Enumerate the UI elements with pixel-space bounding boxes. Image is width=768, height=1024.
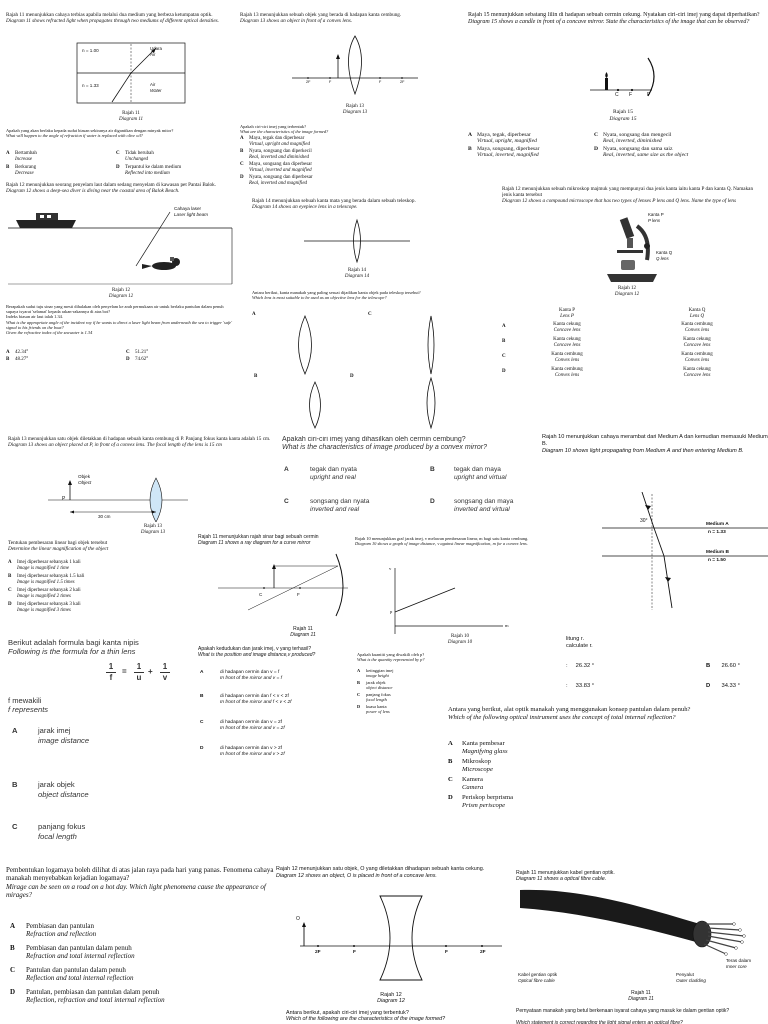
q6-label-p-en: P lens — [648, 218, 661, 223]
q2-panel — [240, 12, 465, 192]
q12-option-b[interactable]: B jarak objek object distance — [12, 780, 89, 799]
q10-caption-en: Diagram 11 — [290, 632, 316, 638]
q6-text-en: Diagram 12 shows a compound microscope that has two types of lenses P lens and Q lens. Name the type of lens — [502, 198, 736, 205]
q14-panel — [6, 866, 274, 1024]
q1-question: Apakah yang akan berlaku kepada sudut biasan sekiranya air digantikan dengan minyak mitor? — [6, 128, 174, 133]
q6-options — [502, 322, 764, 382]
q7-label-p: P — [62, 496, 66, 502]
q11-caption-en: Diagram 10 — [447, 640, 473, 645]
q4-text: Rajah 12 menunjukkan seorang penyelam laut dalam sedang menyelam di kawasan pet Pantai Balok. — [6, 182, 217, 188]
q15-label-2f-left: 2F — [315, 950, 321, 955]
q5-lens-c — [418, 314, 444, 376]
q15-caption-en: Diagram 12 — [377, 998, 405, 1004]
q3-label-p: P — [647, 92, 651, 98]
q1-caption: Rajah 11 — [122, 111, 140, 116]
q9-option-c[interactable]: : 33.83 ° — [566, 683, 595, 689]
q3-panel — [468, 12, 762, 182]
q15-diagram — [296, 892, 506, 982]
q2-text-en: Diagram 13 shows an object in front of a convex lens. — [240, 18, 353, 25]
q16-panel — [516, 870, 766, 1024]
q4-panel — [6, 182, 234, 380]
q5-option-b[interactable]: B — [254, 374, 258, 379]
q9-medium-a: Medium A — [706, 522, 729, 527]
q10-option-b[interactable]: B di hadapan cermin dan f < v < 2f In front of the mirror and f < v < 2f — [200, 694, 292, 705]
q15-text-en: Diagram 12 shows an object, O is placed in front of a concave lens. — [276, 872, 437, 879]
q10-option-a[interactable]: A di hadapan cermin dan v = f In front of the mirror and v = f — [200, 670, 282, 681]
q11-graph — [385, 564, 505, 636]
q12-f-bm: f mewakili — [8, 696, 42, 705]
q10-question-block — [198, 646, 350, 772]
q2-caption: Rajah 13 — [346, 104, 364, 109]
q10-question-en: What is the position and image distance,v produced? — [198, 652, 316, 658]
q9-n-a: n = 1.33 — [708, 530, 726, 535]
q15-text: Rajah 12 menunjukkan satu objek, O yang diletakkan dihadapan sebuah kanta cekung. — [276, 866, 485, 872]
q15-panel — [276, 866, 508, 1024]
q10-option-d[interactable]: D di hadapan cermin dan v > 2f In front of the mirror and v > 2f — [200, 746, 285, 757]
q16-kabel: Kabel gentian optik — [518, 972, 558, 977]
q9-partial-en: calculate r. — [566, 643, 593, 649]
q15-caption: Rajah 12 — [380, 992, 402, 998]
q3-option-c[interactable]: C Nyata, songsang dan mengecil Real, inverted, diminished — [594, 132, 672, 145]
q9-partial-bm: litung r. — [566, 636, 585, 642]
q16-teras: Teras dalam — [726, 958, 752, 963]
q9-text-en: Diagram 10 shows light propagating from Medium A and then entering Medium B. — [542, 447, 744, 454]
q7-question-en: Determine the linear magnification of the object — [8, 546, 109, 553]
q1-air-bm: Air — [150, 82, 156, 87]
q3-caption: Rajah 15 — [612, 109, 634, 115]
q15-label-f-right: F — [445, 950, 448, 955]
q10-caption: Rajah 11 — [293, 626, 313, 632]
q8-option-d[interactable]: D songsang dan maya inverted and virtual — [430, 498, 514, 513]
q10-diagram — [218, 550, 348, 618]
q4-option-b[interactable]: B 48.27° — [6, 357, 29, 362]
q1-option-b[interactable]: B Berkurang Decrease — [6, 165, 37, 176]
q6-option-d[interactable]: D Kanta cembung Convex lens Kanta cekung Concave lens — [502, 367, 711, 378]
q2-label-f-right: F — [379, 80, 382, 84]
q7-label-objek: Objek — [78, 474, 91, 479]
q1-udara: Udara — [150, 46, 162, 51]
q8-panel — [282, 436, 536, 536]
q3-label-c: C — [615, 92, 619, 98]
q2-label-2f-left: 2F — [306, 80, 311, 84]
q5-option-c[interactable]: C — [368, 312, 372, 317]
q12-option-c[interactable]: C panjang fokus focal length — [12, 822, 86, 841]
q7-option-c[interactable]: C Imej diperbesar sebanyak 2 kali Image is magnified 2 times — [8, 588, 81, 599]
q16-kabel-en: Optical fibre cable — [518, 978, 555, 983]
q13-text: Antara yang berikut, alat optik manakah yang menggunakan konsep pantulan dalam penuh? — [448, 706, 691, 713]
q16-teras-en: Inner core — [726, 964, 747, 969]
q7-caption-en: Diagram 13 — [140, 530, 166, 535]
q1-text-en: Diagram 11 shows refracted light when propagates through two mediums of different optical densities. — [6, 18, 219, 25]
q7-option-b[interactable]: B Imej diperbesar sebanyak 1.5 kali Image is magnified 1.5 times — [8, 574, 85, 585]
q14-option-c[interactable]: C Pantulan dan pantulan dalam penuh Reflection and total internal reflection — [10, 966, 134, 983]
q7-option-d[interactable]: D Imej diperbesar sebanyak 3 kali Image is magnified 3 times — [8, 602, 81, 613]
q2-question: Apakah ciri-ciri imej yang terbentuk? — [240, 124, 307, 129]
q14-text: Pembentukan logamaya boleh dilihat di atas jalan raya pada hari yang panas. Fenomena cahaya manakah menyebabkan kejadian logamaya? — [6, 866, 274, 883]
q6-col-p: Kanta P — [559, 308, 575, 313]
q3-label-f: F — [629, 92, 633, 98]
q4-option-d[interactable]: D 74.62° — [126, 357, 149, 362]
q1-n-top: n = 1.00 — [82, 48, 99, 53]
q2-diagram — [290, 28, 420, 100]
q8-option-c[interactable]: C songsang dan nyata inverted and real — [284, 498, 370, 513]
q11-text: Rajah 10 menunjukkan graf jarak imej, v melawan pembesaran linear, m bagi satu kanta cembung. — [355, 536, 529, 541]
q7-option-a[interactable]: A Imej diperbesar sebanyak 1 kali Image is magnified 1 time — [8, 560, 81, 571]
q16-caption-en: Diagram 11 — [628, 996, 654, 1002]
q10-question: Apakah kedudukan dan jarak imej, v yang terhasil? — [198, 646, 312, 652]
q11-caption: Rajah 10 — [451, 634, 469, 639]
q2-caption-en: Diagram 13 — [342, 110, 368, 115]
q5-lens-a — [292, 314, 318, 376]
q12-panel — [8, 638, 194, 852]
q10-text: Rajah 11 menunjukkan rajah sinar bagi sebuah cermin — [198, 534, 319, 540]
q12-formula: 1 f = 1 u + 1 v — [106, 662, 190, 690]
q15-label-f-left: F — [353, 950, 356, 955]
q2-label-f-left: F — [329, 80, 332, 84]
q5-lens-b — [302, 380, 328, 430]
q5-option-d[interactable]: D — [350, 374, 354, 379]
q6-option-c[interactable]: C Kanta cembung Convex lens Kanta cembung Convex lens — [502, 352, 713, 363]
q12-f-en: f represents — [8, 705, 49, 714]
q12-text: Berikut adalah formula bagi kanta nipis — [8, 638, 139, 647]
q2-text: Rajah 13 menunjukkan sebuah objek yang berada di hadapan kanta cembung. — [240, 12, 402, 18]
q2-option-d[interactable]: D Nyata, songsang dan diperbesar Real, inverted and magnified — [240, 175, 313, 186]
q3-diagram — [588, 52, 668, 100]
q10-text-en: Diagram 11 shows a ray diagram for a curve mirror — [198, 540, 311, 546]
q11-option-a[interactable]: A ketinggian imej image height — [357, 668, 394, 679]
q5-lens-d — [418, 376, 444, 430]
q11-panel — [355, 536, 535, 648]
q6-option-b[interactable]: B Kanta cekung Concave lens Kanta cekung Concave lens — [502, 337, 711, 348]
q7-diagram — [38, 476, 188, 522]
q4-label-laser-en: Laser light beam — [174, 212, 208, 217]
q7-text-en: Diagram 13 shows an object placed at P, in front of a convex lens. The focal length of the lens is 15 cm — [8, 442, 222, 449]
q15-label-o: O — [296, 916, 300, 922]
q6-caption: Rajah 12 — [618, 286, 636, 291]
q5-caption-en: Diagram 14 — [344, 274, 370, 279]
q9-option-a[interactable]: : 26.32 ° — [566, 663, 595, 669]
q10-option-c[interactable]: C di hadapan cermin dan v = 2f In front of the mirror and v = 2f — [200, 720, 285, 731]
q16-penyalut: Penyalut — [676, 972, 694, 977]
q9-text: Rajah 10 menunjukkan cahaya merambat dari Medium A dan kemudian memasuki Medium B. — [542, 434, 768, 447]
q7-question: Tentukan pembesaran linear bagi objek tersebut — [8, 540, 108, 546]
q8-option-b[interactable]: B tegak dan maya upright and virtual — [430, 466, 507, 481]
q10-label-f: F — [297, 592, 300, 597]
q1-text: Rajah 11 menunjukkan cahaya terbias apabila melalui dua medium yang berbeza ketumpatan optik. — [6, 12, 213, 18]
q4-option-c[interactable]: C 51.21° — [126, 350, 149, 355]
q11-axis-v: v — [389, 566, 392, 571]
q7-label-object: Object — [78, 480, 92, 485]
q4-given: Given the refractive index of the seawater is 1.34 — [6, 330, 93, 336]
q2-question-en: What are the characteristics of the image formed? — [240, 129, 329, 135]
q4-diagram — [6, 206, 234, 286]
q2-option-a[interactable]: A Maya, tegak dan diperbesar Virtual, upright and magnified — [240, 136, 311, 147]
q16-penyalut-en: Outer cladding — [676, 978, 706, 983]
q15-question: Antara berikut, apakah ciri-ciri imej yang terbentuk? — [286, 1010, 409, 1016]
q16-text: Rajah 11 menunjukkan kabel gentian optik. — [516, 870, 615, 876]
q12-option-a[interactable]: A jarak imej image distance — [12, 726, 90, 745]
q1-air: Air — [150, 52, 156, 57]
q6-caption-en: Diagram 12 — [614, 292, 640, 297]
q6-col-p-en: Lens P — [560, 314, 574, 319]
q13-text-en: Which of the following optical instrument uses the concept of total internal reflection? — [448, 714, 676, 721]
q3-option-d[interactable]: D Nyata, songsang dan sama saiz Real, inverted, same size as the object — [594, 146, 689, 159]
q6-col-q-en: Lens Q — [689, 314, 705, 319]
q16-text-en: Diagram 11 shows a optical fibre cable. — [516, 876, 607, 883]
q2-label-2f-right: 2F — [400, 80, 405, 84]
q7-dist: 30 cm — [98, 514, 111, 519]
q4-index: Indeks biasan air laut ialah 1.34. — [6, 314, 63, 320]
q11-option-d[interactable]: D kuasa kanta power of lens — [357, 704, 390, 715]
q11-option-b[interactable]: B jarak objek object distance — [357, 680, 393, 691]
q15-label-2f-right: 2F — [480, 950, 486, 955]
q6-panel — [502, 186, 764, 384]
q4-caption: Rajah 12 — [112, 288, 130, 293]
q5-question: Antara berikut, kanta manakah yang paling sesuai dijadikan kanta objek pada teleskop tersebut? — [252, 290, 421, 295]
q1-panel — [6, 12, 234, 180]
q8-text-en: What is the characteristics of image produced by a convex mirror? — [282, 444, 488, 452]
q3-text-en: Diagram 15 shows a candle in front of a concave mirror. State the characteristics of the image that can be observed? — [468, 19, 750, 25]
q2-option-c[interactable]: C Maya, songsang dan diperbesar Virtual, inverted and magnified — [240, 162, 313, 173]
q11-label-p: p — [390, 609, 393, 614]
q14-option-b[interactable]: B Pembiasan dan pantulan dalam penuh Refraction and total internal reflection — [10, 944, 135, 961]
q9-medium-b: Medium B — [706, 550, 729, 555]
q4-question-en: What is the appropriate angle of the incident ray if he wants to direct a laser light beam from underneath the sea to trigger 'safe' signal to his friends on the boat? — [6, 319, 233, 330]
q11-question-en: What is the quantity represented by p? — [357, 657, 425, 663]
q9-n-b: n = 1.50 — [708, 558, 726, 563]
q7-text: Rajah 13 menunjukkan satu objek diletakkan di hadapan sebuah kanta cembung di P. Panjang fokus kanta kanta adalah 15 cm. — [8, 436, 271, 442]
q5-text-en: Diagram 14 shows an eyepiece lens in a telescope. — [252, 204, 358, 211]
q10-label-c: C — [259, 592, 263, 597]
q13-panel — [448, 706, 766, 836]
q16-caption: Rajah 11 — [631, 990, 651, 996]
q1-n-bottom: n = 1.33 — [82, 83, 99, 88]
q5-option-a[interactable]: A — [252, 312, 256, 317]
q15-question-en: Which of the following are the characteristics of the image formed? — [286, 1016, 446, 1022]
q16-fibre-cable — [520, 884, 762, 968]
q13-option-a[interactable]: A Kanta pembesar Magnifying glass — [448, 740, 508, 755]
q16-question-en: Which statement is correct regarding the light signal enters an optical fibre? — [516, 1020, 683, 1024]
q6-label-q-en: Q lens — [656, 256, 669, 261]
q13-option-d[interactable]: D Periskop berprisma Prism periscope — [448, 794, 514, 809]
q11-option-c[interactable]: C panjang fokus focal length — [357, 692, 391, 703]
q4-option-a[interactable]: A 42.34° — [6, 350, 29, 355]
q2-option-b[interactable]: B Nyata, songsang dan diperkecil Real, inverted and diminished — [240, 149, 312, 160]
q13-option-c[interactable]: C Kamera Camera — [448, 776, 484, 791]
q11-axis-m: m — [505, 623, 509, 628]
q8-option-a[interactable]: A tegak dan nyata upright and real — [284, 466, 357, 481]
q5-eyepiece-diagram — [302, 216, 412, 266]
q6-col-q: Kanta Q — [688, 308, 706, 313]
q8-text: Apakah ciri-ciri imej yang dihasilkan oleh cermin cembung? — [282, 436, 466, 443]
q6-text: Rajah 12 menunjukkan sebuah mikroskop majmuk yang mempunyai dua jenis kanta iaitu kanta P dan kanta Q. Namakan jenis kanta tersebut — [502, 186, 754, 199]
q6-label-p: Kanta P — [648, 212, 664, 217]
q1-water: Water — [150, 88, 162, 93]
q11-question: Apakah kuantiti yang diwakili oleh p? — [357, 652, 425, 657]
q11-text-en: Diagram 10 shows a graph of image distance, v against linear magnification, m for a convex lens. — [355, 541, 528, 547]
q9-angle: 30° — [640, 518, 648, 524]
q14-option-a[interactable]: A Pembiasan dan pantulan Refraction and reflection — [10, 922, 97, 939]
q7-caption: Rajah 13 — [144, 524, 162, 529]
q5-caption: Rajah 14 — [348, 268, 366, 273]
q4-label-laser: Cahaya laser — [174, 206, 202, 211]
q14-option-d[interactable]: D Pantulan, pembiasan dan pantulan dalam penuh Reflection, refraction and total internal reflection — [10, 988, 165, 1005]
q1-question-en: What will happen to the angle of refraction if water is replaced with olive oil? — [6, 133, 143, 139]
q3-caption-en: Diagram 15 — [609, 116, 637, 122]
q10-panel — [198, 534, 352, 642]
q14-text-en: Mirage can be seen on a road on a hot day. Which light phenomena cause the appearance of mirages? — [6, 882, 266, 900]
q12-text-en: Following is the formula for a thin lens — [8, 647, 136, 656]
q6-label-q: Kanta Q — [656, 250, 673, 255]
q5-panel — [252, 198, 468, 430]
q4-question: Berapakah sudut tuju sinar yang mesti dihalakan oleh penyelam ke arah permukaan air untuk berlaku pantulan dalam penuh supaya isyarat 'selamat' kepada rakan-rakannya di atas bot? — [6, 304, 224, 315]
q5-text: Rajah 14 menunjukkan sebuah kanta mata yang berada dalam sebuah teleskop. — [252, 198, 416, 204]
q4-text-en: Diagram 12 shows a deep-sea diver is diving near the coastal area of Balok Beach. — [6, 188, 180, 195]
q3-option-a[interactable]: A Maya, tegak, diperbesar Virtual, upright, magnified — [468, 132, 537, 145]
q9-option-d[interactable]: D 34.33 ° — [706, 683, 740, 689]
q9-diagram — [602, 492, 768, 610]
q1-option-a[interactable]: A Bertambah Increase — [6, 151, 37, 162]
q4-caption-en: Diagram 12 — [108, 294, 134, 299]
q1-option-c[interactable]: C Tidak berubah Unchanged — [116, 151, 154, 162]
q1-option-d[interactable]: D Terpantul ke dalam medium Reflected into medium — [116, 165, 182, 176]
q13-option-b[interactable]: B Mikroskop Microscope — [448, 758, 493, 773]
q3-option-b[interactable]: B Maya, songsang, diperbesar Virtual, inverted, magnified — [468, 146, 540, 159]
q1-caption-en: Diagram 11 — [119, 117, 143, 122]
q5-question-en: Which lens is most suitable to be used as an objective lens for the telescope? — [252, 295, 387, 301]
q16-question: Pernyataan manakah yang betul berkenaan isyarat cahaya yang masuk ke dalam gentian optik? — [516, 1008, 730, 1014]
q3-text: Rajah 15 menunjukkan sebatang lilin di hadapan sebuah cermin cekung. Nyatakan ciri-ciri imej yang dapat diperhatikan? — [468, 12, 760, 18]
q9-panel — [542, 434, 768, 634]
q9-option-b[interactable]: B 26.60 ° — [706, 663, 740, 669]
q11-question-block — [357, 652, 437, 744]
q6-option-a[interactable]: A Kanta cekung Concave lens Kanta cembung Convex lens — [502, 322, 713, 333]
